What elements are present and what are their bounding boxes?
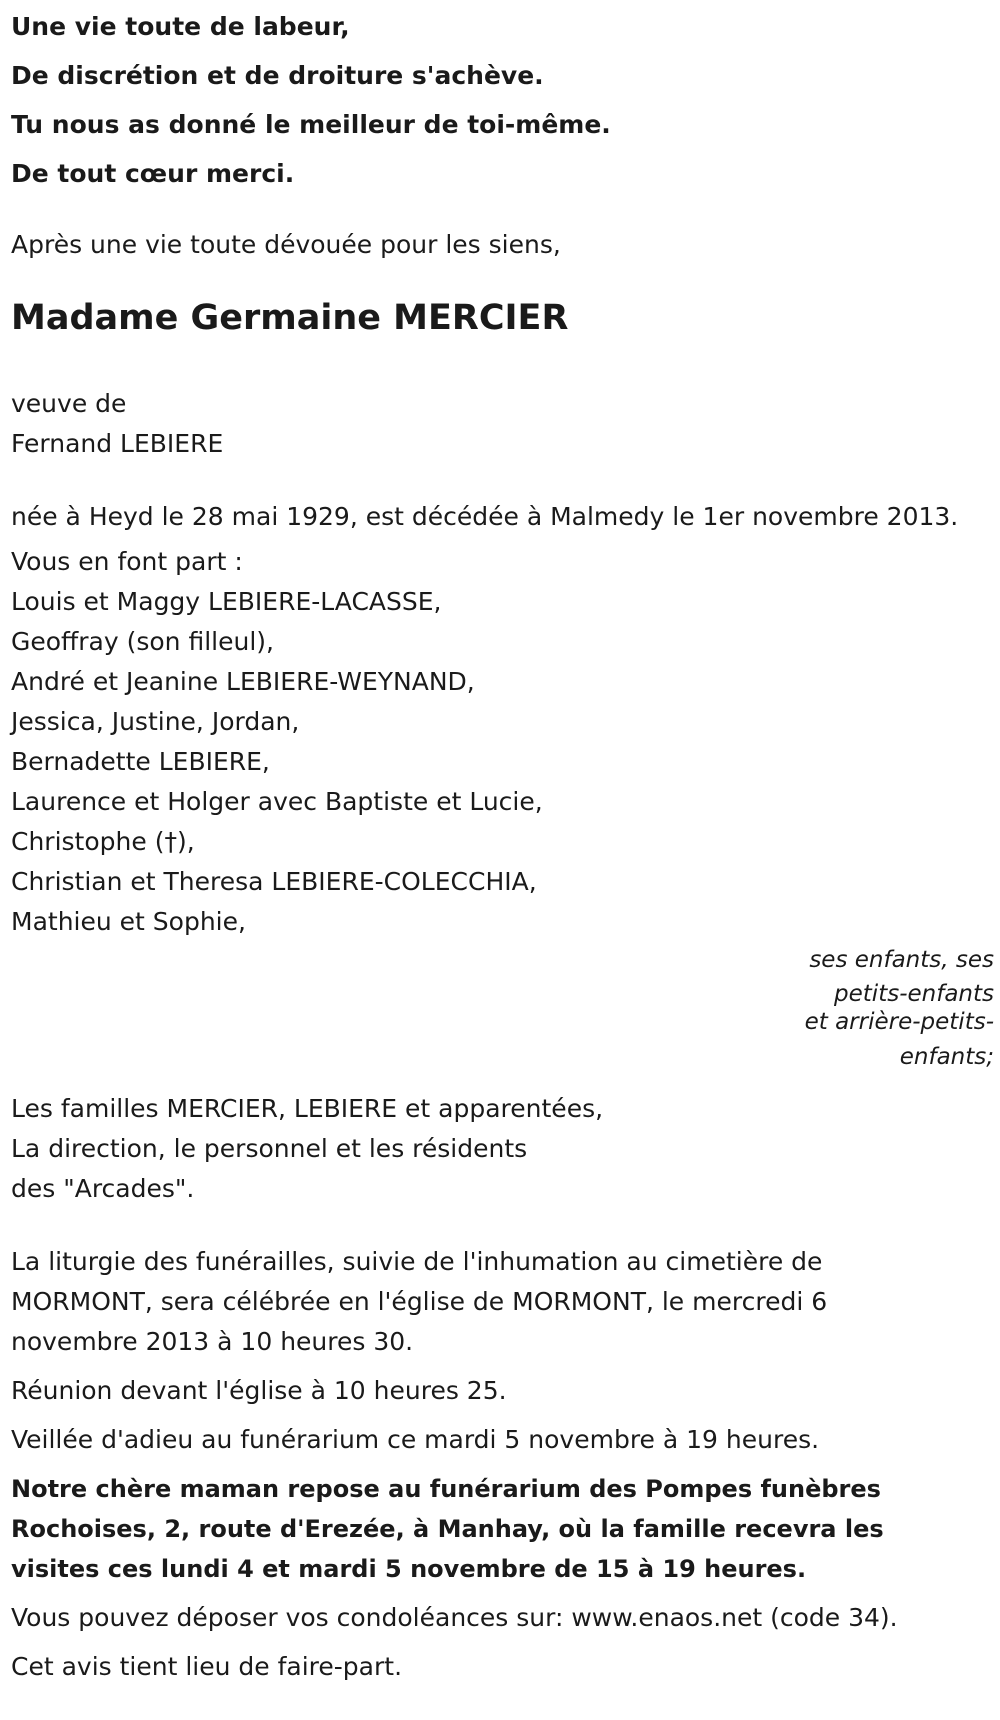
mourner-line: Les familles MERCIER, LEBIERE et apparentées, xyxy=(11,1094,604,1123)
relation-line: enfants; xyxy=(899,1044,994,1070)
widow-of-label: veuve de xyxy=(11,389,127,418)
poem-line-3: Tu nous as donné le meilleur de toi-même. xyxy=(11,110,611,139)
family-member: Mathieu et Sophie, xyxy=(11,907,246,936)
meeting-line: Réunion devant l'église à 10 heures 25. xyxy=(11,1376,507,1405)
intro-text: Après une vie toute dévouée pour les siens, xyxy=(11,230,561,259)
relation-line: et arrière-petits- xyxy=(804,1009,994,1035)
family-member: Christophe (†), xyxy=(11,827,195,856)
repose-paragraph: Notre chère maman repose au funérarium des Pompes funèbres Rochoises, 2, route d'Erezée, à Manhay, où la famille recevra les visites ces lundi 4 et mardi 5 novembre de 15 à 19 heures. xyxy=(11,1475,884,1583)
vigil-line: Veillée d'adieu au funérarium ce mardi 5 novembre à 19 heures. xyxy=(11,1425,820,1454)
announce-label: Vous en font part : xyxy=(11,547,243,576)
mourner-line: des "Arcades". xyxy=(11,1174,195,1203)
family-list xyxy=(11,582,991,942)
poem-line-2: De discrétion et de droiture s'achève. xyxy=(11,61,544,90)
obituary-notice xyxy=(11,0,994,1696)
family-member: Christian et Theresa LEBIERE-COLECCHIA, xyxy=(11,867,537,896)
family-member: André et Jeanine LEBIERE-WEYNAND, xyxy=(11,667,475,696)
poem-line-1: Une vie toute de labeur, xyxy=(11,12,350,41)
relation-line: petits-enfants xyxy=(834,981,994,1007)
deceased-name: Madame Germaine MERCIER xyxy=(11,298,569,338)
family-member: Laurence et Holger avec Baptiste et Lucie, xyxy=(11,787,543,816)
family-member: Louis et Maggy LEBIERE-LACASSE, xyxy=(11,587,442,616)
relation-caption xyxy=(11,942,994,1079)
liturgy-paragraph: La liturgie des funérailles, suivie de l'inhumation au cimetière de MORMONT, sera célébrée en l'église de MORMONT, le mercredi 6 novembre 2013 à 10 heures 30. xyxy=(11,1247,828,1356)
poem-line-4: De tout cœur merci. xyxy=(11,159,295,188)
family-member: Bernadette LEBIERE, xyxy=(11,747,270,776)
relation-line: ses enfants, ses xyxy=(809,947,994,973)
family-member: Geoffray (son filleul), xyxy=(11,627,274,656)
poem xyxy=(11,0,991,198)
notice-line: Cet avis tient lieu de faire-part. xyxy=(11,1652,403,1681)
spouse-name: Fernand LEBIERE xyxy=(11,429,224,458)
birth-death-line: née à Heyd le 28 mai 1929, est décédée à Malmedy le 1er novembre 2013. xyxy=(11,502,959,531)
other-mourners xyxy=(11,1089,991,1209)
mourner-line: La direction, le personnel et les résidents xyxy=(11,1134,528,1163)
family-member: Jessica, Justine, Jordan, xyxy=(11,707,300,736)
condolences-line: Vous pouvez déposer vos condoléances sur: www.enaos.net (code 34). xyxy=(11,1603,898,1632)
